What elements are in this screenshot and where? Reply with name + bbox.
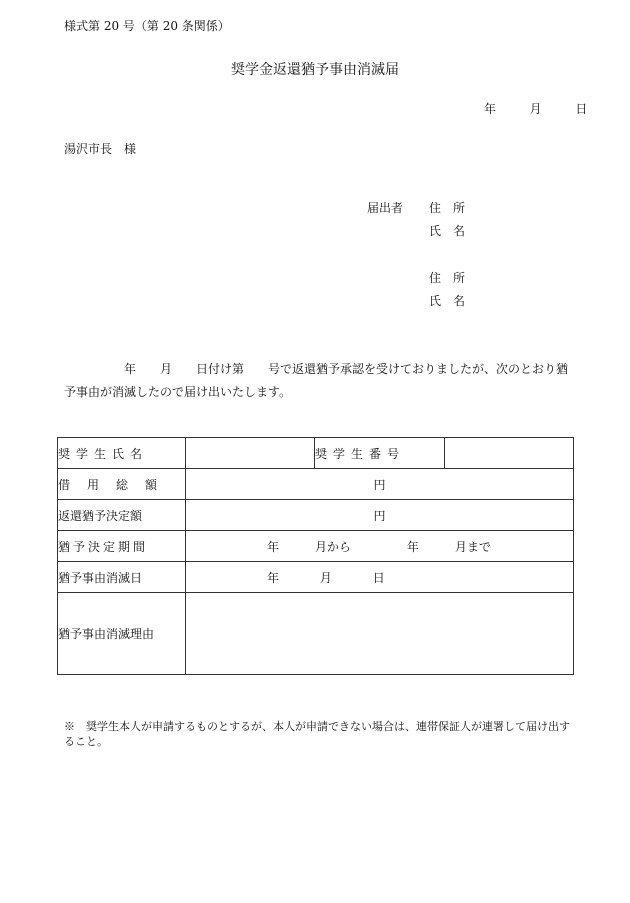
footnote: ※ 奨学生本人が申請するものとするが、本人が申請できない場合は、連帯保証人が連署して届け出すること。 [64,720,570,748]
table-row [58,438,574,469]
student-number-field[interactable] [445,438,574,469]
period-to: 年 月まで [406,539,491,554]
date-month-label: 月 [529,102,542,116]
body-text: 年 月 日付け第 号で返還猶予承認を受けておりましたが、次のとおり猶予事由が消滅したので届け出いたします。 [64,362,569,399]
table-row [58,469,574,500]
extinction-date-label: 猶予事由消滅日 [58,562,186,593]
date-line [484,100,587,117]
notifier-name-label: 氏 名 [429,224,466,238]
form-number: 様式第 20 号（第 20 条関係） [64,19,230,33]
deferral-amount-unit: 円 [373,508,386,523]
page-title: 奨学金返還猶予事由消滅届 [231,62,399,78]
loan-total-label: 借用総額 [58,469,186,500]
date-year-label: 年 [484,102,497,116]
deferral-amount-field[interactable] [186,500,574,531]
loan-total-unit: 円 [373,477,386,492]
extinction-year: 年 [267,570,280,585]
notifier-label: 届出者 [367,201,404,215]
deferral-extinction-table [57,437,574,675]
extinction-date-field[interactable] [186,562,574,593]
student-name-label: 奨学生氏名 [58,438,186,469]
deferral-period-label: 猶予決定期間 [58,531,186,562]
second-address-label: 住 所 [429,271,466,285]
date-day-label: 日 [575,102,588,116]
deferral-amount-label: 返還猶予決定額 [58,500,186,531]
table-row [58,593,574,675]
period-from: 年 月から [267,539,352,554]
second-name-label: 氏 名 [429,294,466,308]
table-row [58,531,574,562]
deferral-period-field[interactable] [186,531,574,562]
extinction-day: 日 [372,570,385,585]
extinction-reason-field[interactable] [186,593,574,675]
table-row [58,500,574,531]
addressee: 湯沢市長 様 [64,142,137,156]
extinction-reason-label: 猶予事由消滅理由 [58,593,186,675]
table-row [58,562,574,593]
student-name-field[interactable] [186,438,315,469]
loan-total-field[interactable] [186,469,574,500]
notifier-address-label: 住 所 [429,201,466,215]
extinction-month: 月 [319,570,332,585]
student-number-label: 奨学生番号 [315,438,445,469]
